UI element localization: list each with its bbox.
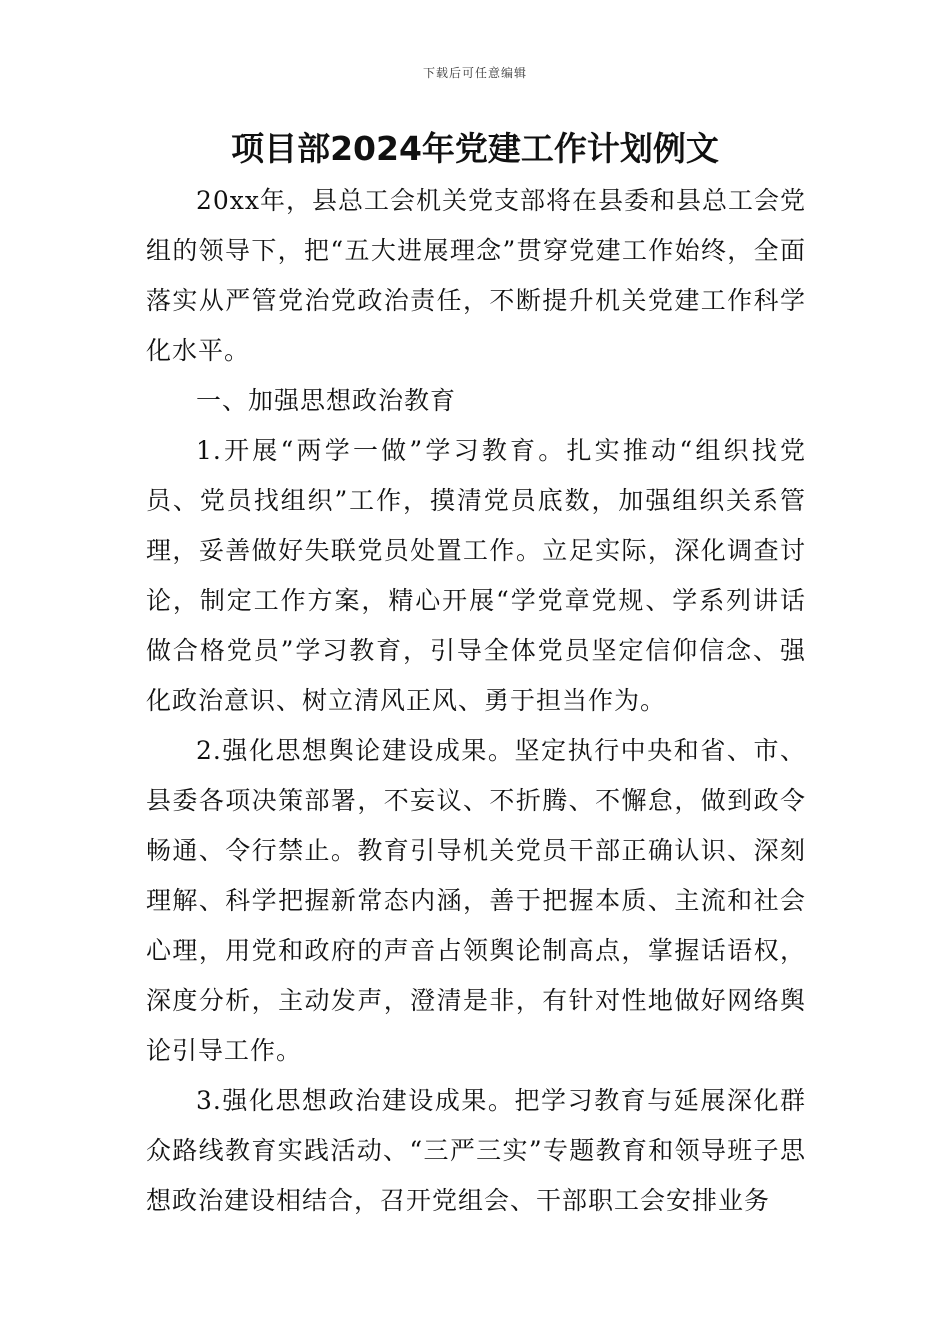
body-paragraph: 2.强化思想舆论建设成果。坚定执行中央和省、市、县委各项决策部署，不妄议、不折腾、不懈怠，做到政令畅通、令行禁止。教育引导机关党员干部正确认识、深刻理解、科学把握新常态内涵，善于把握本质、主流和社会心理，用党和政府的声音占领舆论制高点，掌握话语权，深度分析，主动发声，澄清是非，有针对性地做好网络舆论引导工作。 <box>146 736 806 1065</box>
section-heading: 一、加强思想政治教育 <box>196 386 457 415</box>
document-title: 项目部2024年党建工作计划例文 <box>231 129 719 168</box>
header-note: 下载后可任意编辑 <box>422 66 527 80</box>
body-paragraph: 3.强化思想政治建设成果。把学习教育与延展深化群众路线教育实践活动、“三严三实”专题教育和领导班子思想政治建设相结合，召开党组会、干部职工会安排业务 <box>146 1086 806 1215</box>
document-body <box>146 176 806 1226</box>
intro-paragraph: 20xx年，县总工会机关党支部将在县委和县总工会党组的领导下，把“五大进展理念”贯穿党建工作始终，全面落实从严管党治党政治责任，不断提升机关党建工作科学化水平。 <box>146 186 807 365</box>
body-paragraph: 1.开展“两学一做”学习教育。扎实推动“组织找党员、党员找组织”工作，摸清党员底数，加强组织关系管理，妥善做好失联党员处置工作。立足实际，深化调查讨论，制定工作方案，精心开展“学党章党规、学系列讲话做合格党员”学习教育，引导全体党员坚定信仰信念、强化政治意识、树立清风正风、勇于担当作为。 <box>146 436 806 715</box>
